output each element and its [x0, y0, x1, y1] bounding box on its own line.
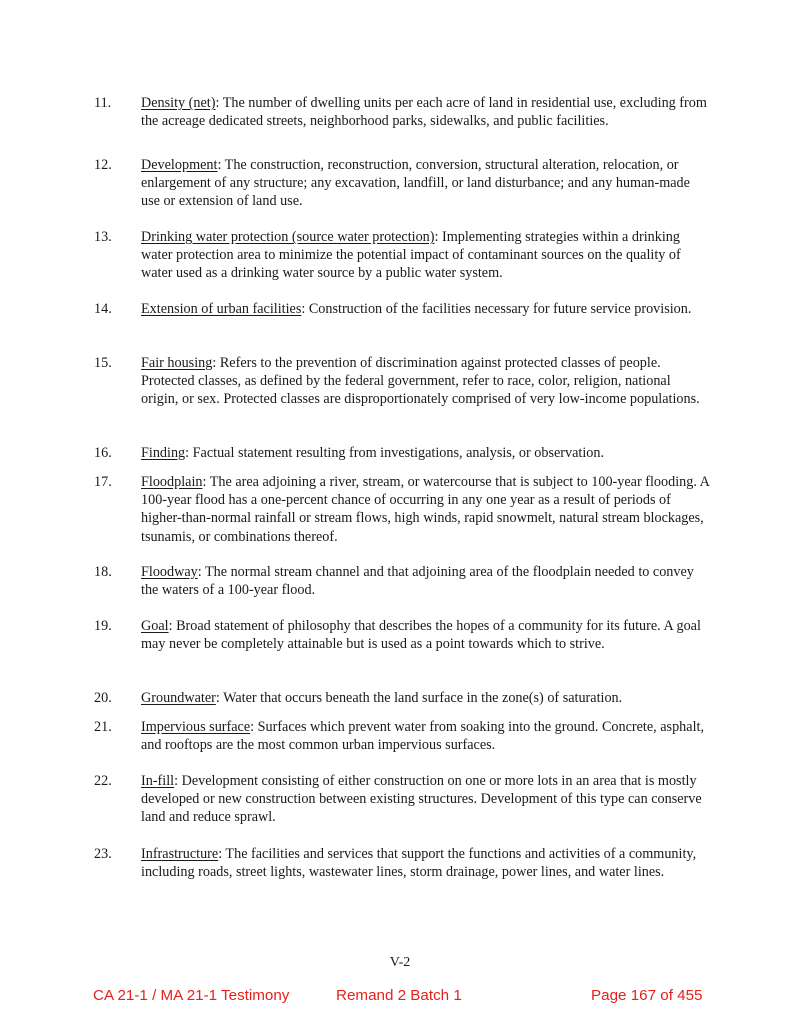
- definition-text: : Factual statement resulting from investigations, analysis, or observation.: [185, 445, 604, 461]
- definition-text: : The construction, reconstruction, conversion, structural alteration, relocation, or enlargement of any structure; any excavation, landfill, or land disturbance; and any human-made use or extension of land use.: [141, 157, 690, 210]
- definition-term: Groundwater: [141, 690, 216, 706]
- definition-item: [94, 156, 714, 228]
- definition-number: 18.: [94, 564, 112, 580]
- definition-item: [94, 444, 714, 473]
- definition-term: Infrastructure: [141, 846, 219, 862]
- definition-number: 17.: [94, 474, 112, 490]
- definition-text: : Implementing strategies within a drinking water protection area to minimize the potential impact of contaminant sources on the quality of water used as a drinking water source by a public water system.: [141, 229, 681, 282]
- definition-item: [94, 228, 714, 300]
- definition-term: Goal: [141, 618, 169, 634]
- definition-number: 16.: [94, 445, 112, 461]
- definition-item: [94, 354, 714, 444]
- definition-number: 12.: [94, 157, 112, 173]
- definition-item: [94, 718, 714, 772]
- definition-item: [94, 473, 714, 563]
- definition-term: Impervious surface: [141, 719, 251, 735]
- definition-item: [94, 300, 714, 354]
- definition-term: Development: [141, 157, 218, 173]
- definition-text: : The number of dwelling units per each acre of land in residential use, excluding from the acreage dedicated streets, neighborhood parks, sidewalks, and public facilities.: [141, 95, 707, 130]
- definition-text: : Construction of the facilities necessary for future service provision.: [301, 301, 692, 317]
- definition-text: : Refers to the prevention of discrimination against protected classes of people. Protected classes, as defined by the federal government, refer to race, color, religion, national origin, or sex. Protected classes are disproportionately comprised of very low-income populations.: [141, 355, 700, 408]
- definition-term: Drinking water protection (source water protection): [141, 229, 435, 245]
- footer-case-label: CA 21-1 / MA 21-1 Testimony: [93, 987, 290, 1004]
- definition-text: : The area adjoining a river, stream, or watercourse that is subject to 100-year flooding. A 100-year flood has a one-percent chance of occurring in any one year as a result of periods of higher-than-normal rainfall or stream flows, high winds, rapid snowmelt, natural stream blockages, tsunamis, or combinations thereof.: [141, 474, 710, 545]
- definitions-list: [94, 94, 714, 905]
- definition-number: 22.: [94, 773, 112, 789]
- definition-text: : Surfaces which prevent water from soaking into the ground. Concrete, asphalt, and rooftops are the most common urban impervious surfaces.: [141, 719, 704, 754]
- definition-item: [94, 845, 714, 905]
- definition-term: Fair housing: [141, 355, 213, 371]
- definition-number: 20.: [94, 690, 112, 706]
- definition-term: Floodway: [141, 564, 198, 580]
- definition-text: : The normal stream channel and that adjoining area of the floodplain needed to convey the waters of a 100-year flood.: [141, 564, 694, 599]
- page-number: V-2: [389, 955, 411, 970]
- definition-number: 21.: [94, 719, 112, 735]
- definition-number: 23.: [94, 846, 112, 862]
- definition-term: Extension of urban facilities: [141, 301, 302, 317]
- definition-number: 19.: [94, 618, 112, 634]
- definition-item: [94, 563, 714, 617]
- definition-text: : Water that occurs beneath the land surface in the zone(s) of saturation.: [215, 690, 623, 706]
- definition-number: 13.: [94, 229, 112, 245]
- footer-page-count: Page 167 of 455: [591, 987, 703, 1004]
- definition-text: : The facilities and services that support the functions and activities of a community, including roads, street lights, wastewater lines, storm drainage, power lines, and water lines.: [141, 846, 697, 881]
- definition-number: 11.: [94, 95, 112, 111]
- definition-term: Finding: [141, 445, 186, 461]
- definition-text: : Broad statement of philosophy that describes the hopes of a community for its future. A goal may never be completely attainable but is used as a point towards which to strive.: [141, 618, 701, 653]
- definition-item: [94, 772, 714, 845]
- definition-item: [94, 689, 714, 718]
- definition-item: [94, 94, 714, 156]
- definition-term: In-fill: [141, 773, 175, 789]
- footer-batch-label: Remand 2 Batch 1: [336, 987, 462, 1004]
- definition-number: 15.: [94, 355, 112, 371]
- definition-item: [94, 617, 714, 689]
- definition-term: Floodplain: [141, 474, 203, 490]
- definition-number: 14.: [94, 301, 112, 317]
- definition-term: Density (net): [141, 95, 216, 111]
- definition-text: : Development consisting of either construction on one or more lots in an area that is mostly developed or new construction between existing structures. Development of this type can conserve land and reduce sprawl.: [141, 773, 702, 826]
